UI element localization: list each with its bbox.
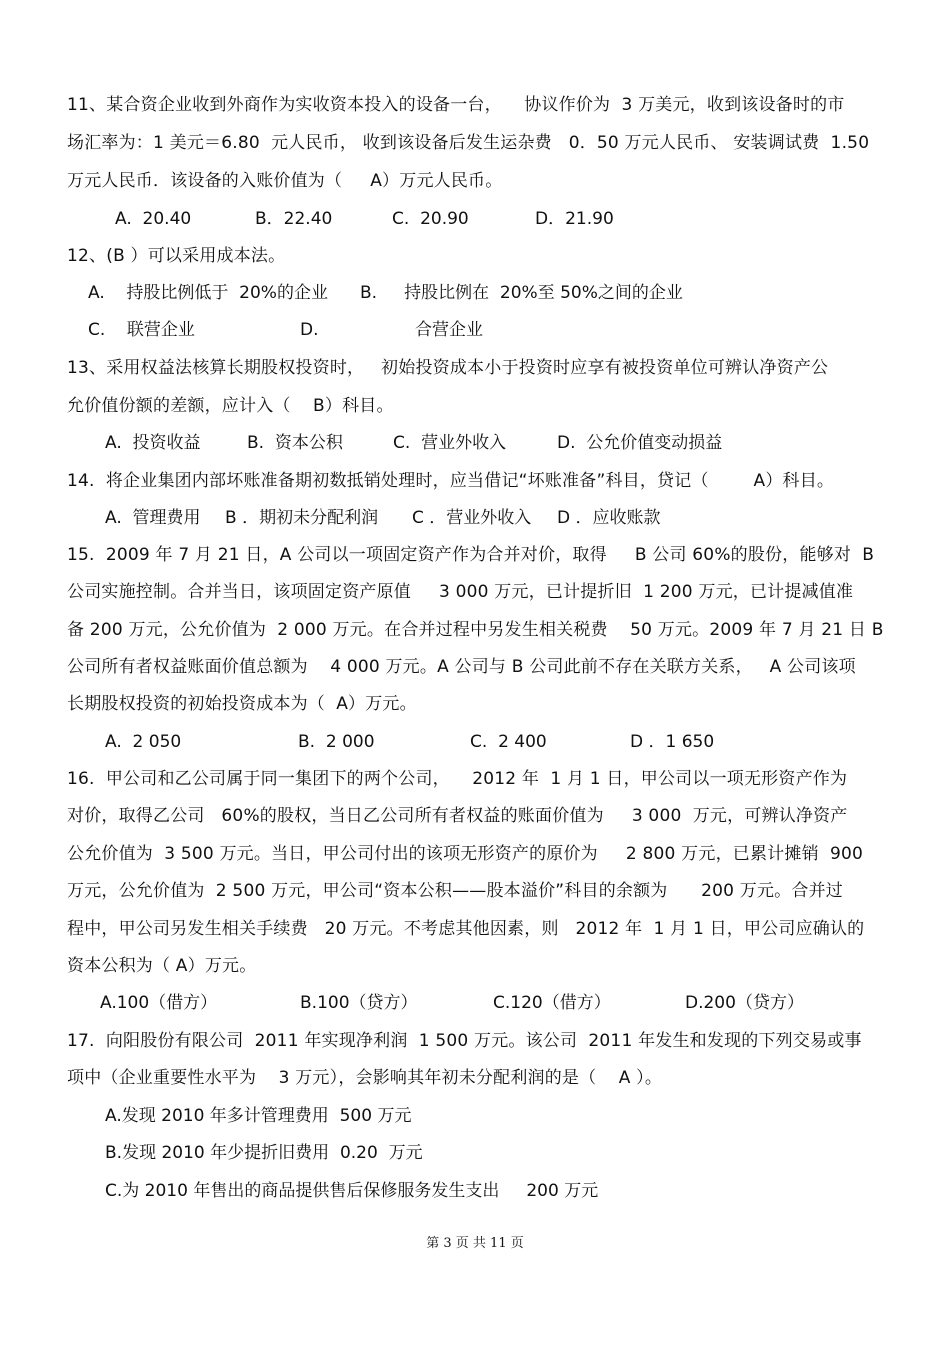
- q17-line-2: 项中（企业重要性水平为 3 万元），会影响其年初未分配利润的是（ A ）。: [67, 1068, 663, 1088]
- q16-line-5: 程中，甲公司另发生相关手续费 20 万元。不考虑其他因素，则 2012 年 1 月 1 日，甲公司应确认的: [67, 919, 865, 939]
- q17-option-c: C.为 2010 年售出的商品提供售后保修服务发生支出 200 万元: [105, 1181, 599, 1201]
- q13-line-2: 允价值份额的差额，应计入（ B）科目。: [67, 396, 394, 416]
- q15-line-1: 15. 2009 年 7 月 21 日，A 公司以一项固定资产作为合并对价，取得 B 公司 60%的股份，能够对 B: [67, 545, 875, 565]
- page-footer: 第 3 页 共 11 页: [426, 1236, 524, 1251]
- q16-line-6: 资本公积为（ A）万元。: [67, 956, 257, 976]
- q17-line-1: 17. 向阳股份有限公司 2011 年实现净利润 1 500 万元。该公司 2011 年发生和发现的下列交易或事: [67, 1031, 862, 1051]
- q14-line-1: 14. 将企业集团内部坏账准备期初数抵销处理时，应当借记“坏账准备”科目，贷记（ A）科目。: [67, 471, 835, 491]
- q15-line-3: 备 200 万元，公允价值为 2 000 万元。在合并过程中另发生相关税费 50 万元。2009 年 7 月 21 日 B: [67, 620, 884, 640]
- q15-line-2: 公司实施控制。合并当日，该项固定资产原值 3 000 万元，已计提折旧 1 200 万元，已计提减值准: [67, 582, 854, 602]
- q14-option-b: B ．期初未分配利润: [225, 508, 379, 528]
- q13-option-d: D. 公允价值变动损益: [557, 433, 723, 453]
- q12-option-b: B. 持股比例在 20%至 50%之间的企业: [360, 283, 683, 303]
- q11-line-3: 万元人民币．该设备的入账价值为（ A）万元人民币。: [67, 171, 503, 191]
- q11-line-1: 11、某合资企业收到外商作为实收资本投入的设备一台， 协议作价为 3 万美元，收到该设备时的市: [67, 95, 845, 115]
- q16-line-4: 万元，公允价值为 2 500 万元，甲公司“资本公积——股本溢价”科目的余额为 200 万元。合并过: [67, 881, 843, 901]
- q16-line-1: 16. 甲公司和乙公司属于同一集团下的两个公司， 2012 年 1 月 1 日，甲公司以一项无形资产作为: [67, 769, 848, 789]
- q17-option-b: B.发现 2010 年少提折旧费用 0.20 万元: [105, 1143, 423, 1163]
- q15-option-a: A. 2 050: [105, 732, 182, 752]
- q15-option-b: B. 2 000: [298, 732, 375, 752]
- q11-option-b: B．22.40: [255, 209, 333, 229]
- q17-option-a: A.发现 2010 年多计管理费用 500 万元: [105, 1106, 412, 1126]
- q13-option-c: C. 营业外收入: [393, 433, 507, 453]
- q13-option-a: A. 投资收益: [105, 433, 201, 453]
- q11-option-a: A. 20.40: [115, 209, 192, 229]
- q12-option-c: C. 联营企业: [88, 320, 195, 340]
- q16-option-b: B.100（贷方）: [300, 993, 418, 1013]
- q15-option-c: C. 2 400: [470, 732, 547, 752]
- q11-option-c: C. 20.90: [392, 209, 469, 229]
- q11-line-2: 场汇率为：1 美元＝6.80 元人民币， 收到该设备后发生运杂费 0．50 万元人民币、 安装调试费 1.50: [67, 133, 870, 153]
- q13-option-b: B. 资本公积: [247, 433, 343, 453]
- q15-option-d: D ．1 650: [630, 732, 715, 752]
- q16-option-c: C.120（借方）: [493, 993, 611, 1013]
- q15-line-5: 长期股权投资的初始投资成本为（ A）万元。: [67, 694, 417, 714]
- q12-option-d-text: 合营企业: [415, 320, 483, 340]
- q16-option-d: D.200（贷方）: [685, 993, 804, 1013]
- q16-line-3: 公允价值为 3 500 万元。当日，甲公司付出的该项无形资产的原价为 2 800 万元，已累计摊销 900: [67, 844, 864, 864]
- q13-line-1: 13、采用权益法核算长期股权投资时， 初始投资成本小于投资时应享有被投资单位可辨认净资产公: [67, 358, 829, 378]
- q16-line-2: 对价，取得乙公司 60%的股权，当日乙公司所有者权益的账面价值为 3 000 万元，可辨认净资产: [67, 806, 848, 826]
- q12-option-a: A. 持股比例低于 20%的企业: [88, 283, 328, 303]
- q14-option-a: A. 管理费用: [105, 508, 201, 528]
- q11-option-d: D．21.90: [535, 209, 614, 229]
- q14-option-c: C ．营业外收入: [412, 508, 532, 528]
- q15-line-4: 公司所有者权益账面价值总额为 4 000 万元。A 公司与 B 公司此前不存在关联方关系， A 公司该项: [67, 657, 856, 677]
- q12-option-d: D.: [300, 320, 319, 340]
- q16-option-a: A.100（借方）: [100, 993, 218, 1013]
- q14-option-d: D ．应收账款: [557, 508, 661, 528]
- q12-line-1: 12、(B ）可以采用成本法。: [67, 246, 286, 266]
